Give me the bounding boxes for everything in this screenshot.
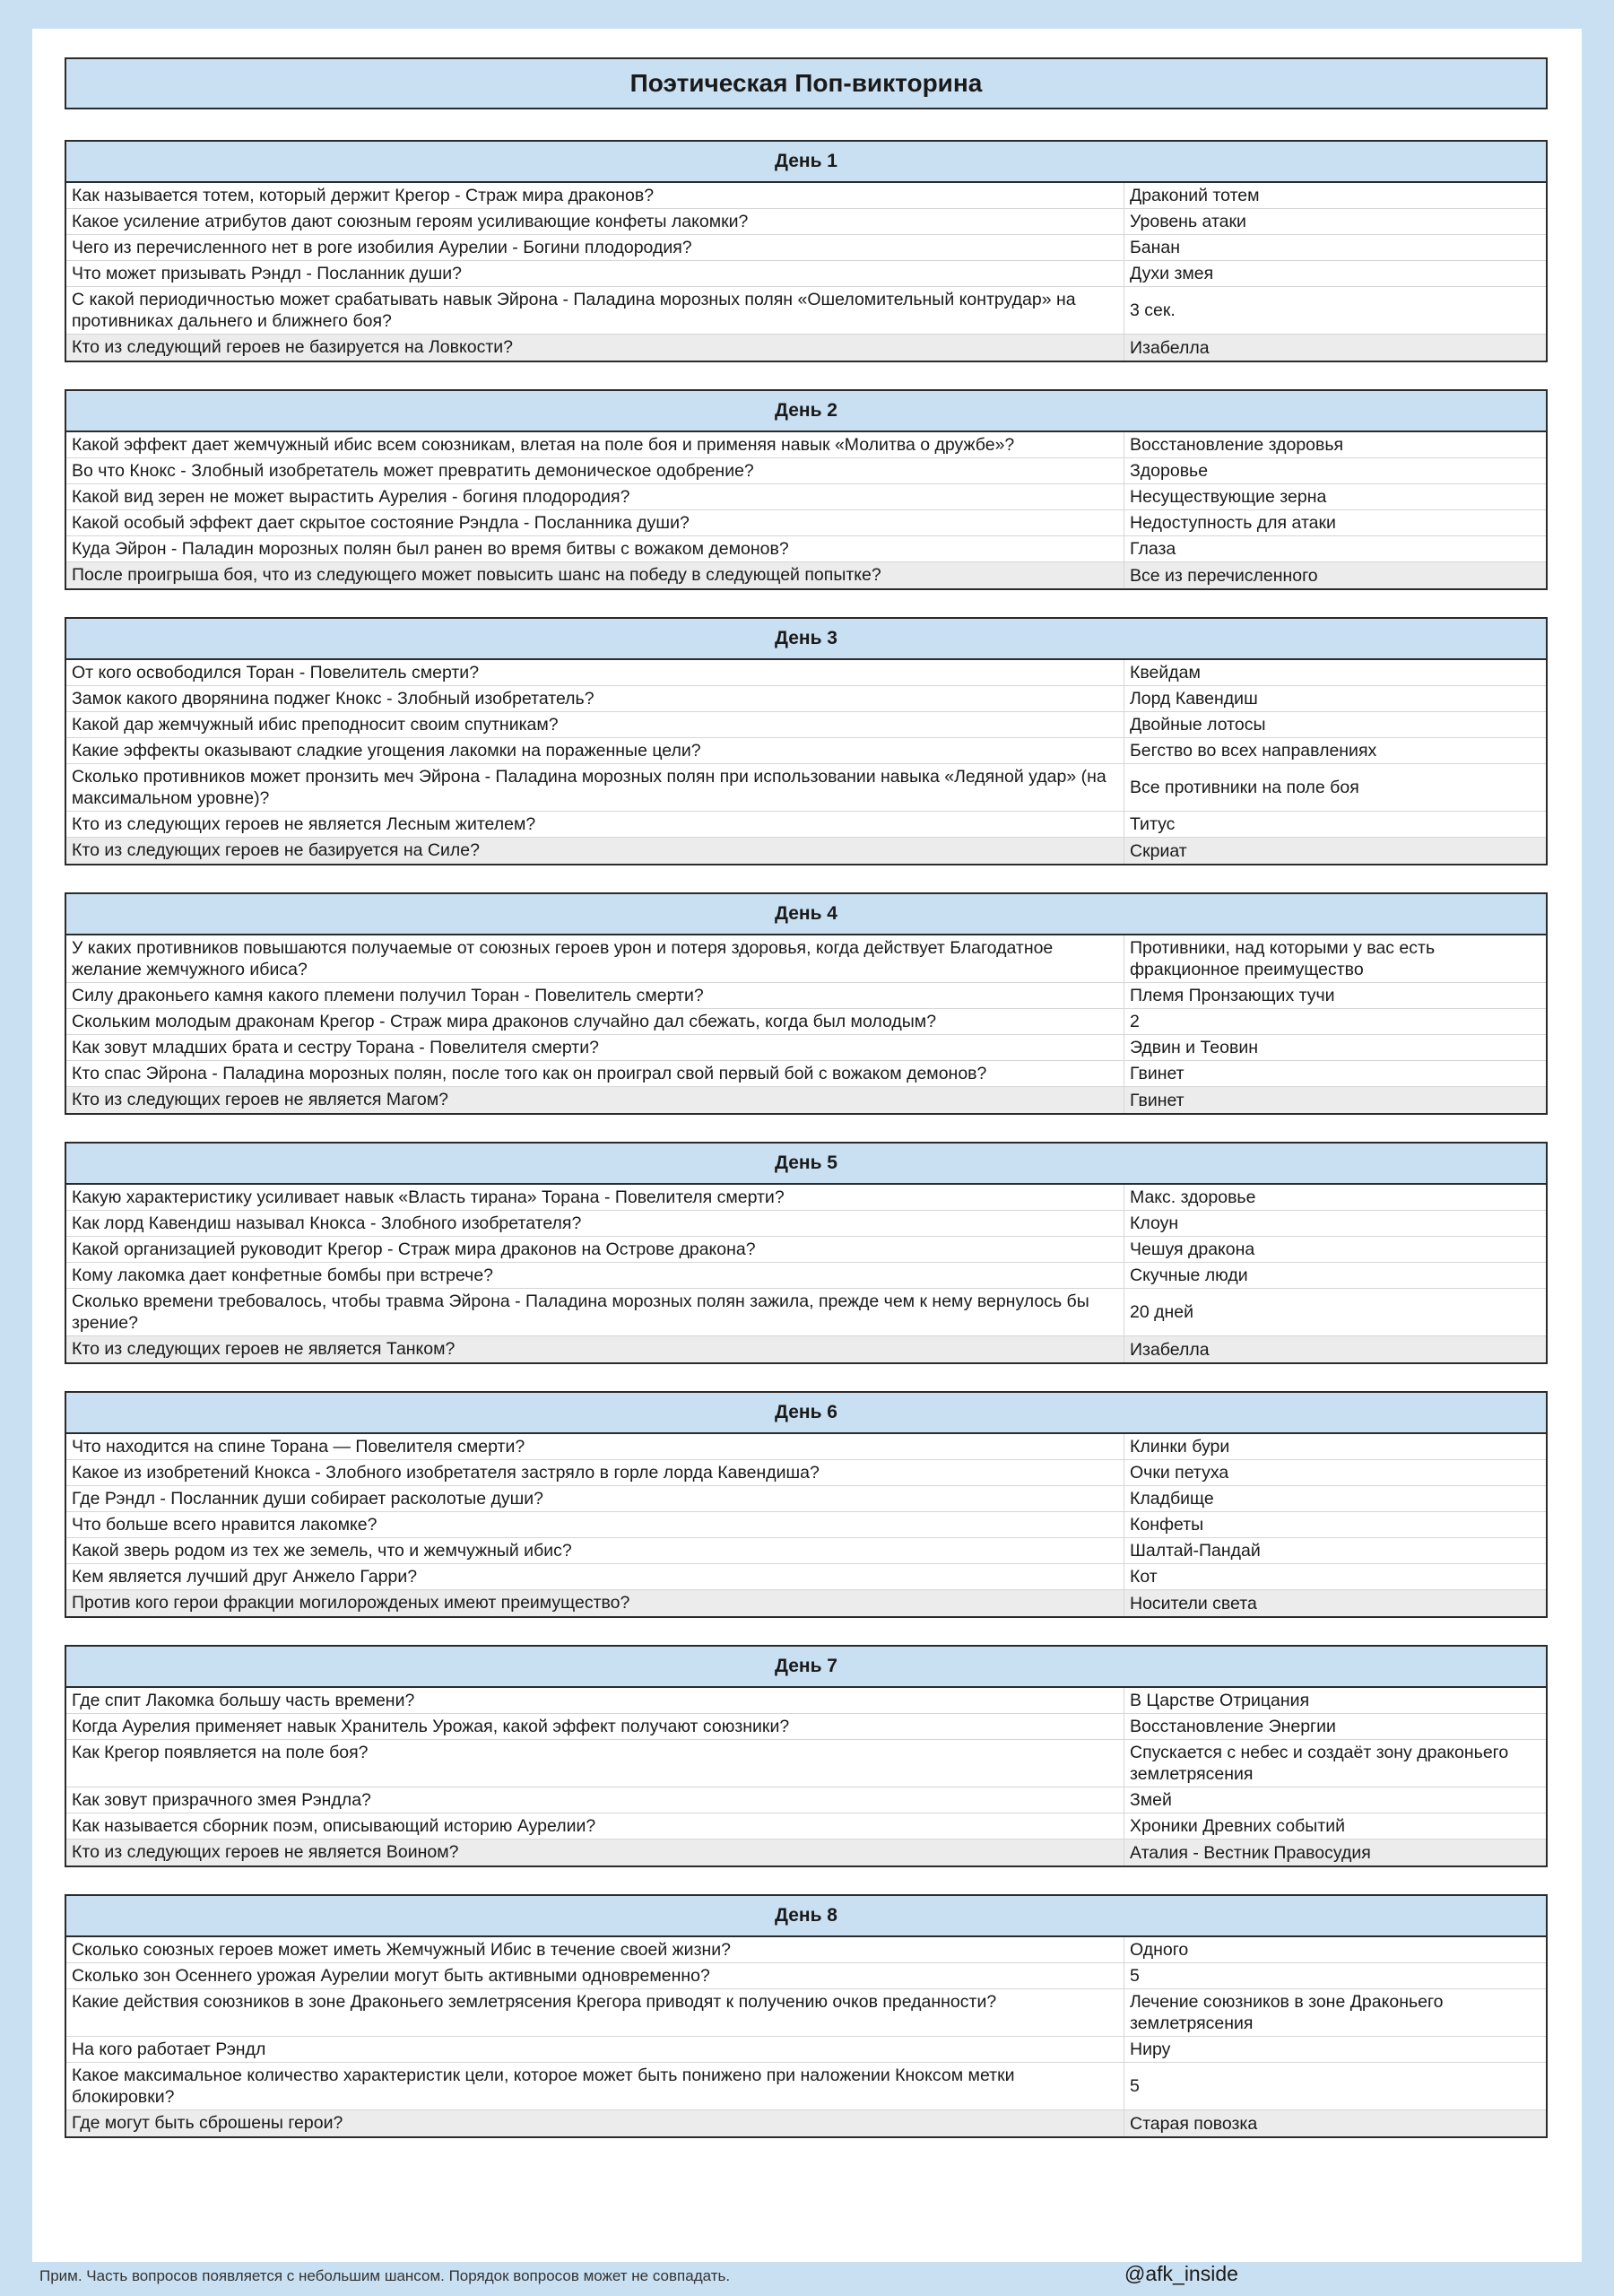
answer-cell: Глаза bbox=[1130, 539, 1176, 559]
answer-cell: В Царстве Отрицания bbox=[1130, 1691, 1310, 1710]
answer-cell: Несуществующие зерна bbox=[1130, 487, 1327, 507]
table-row bbox=[66, 2110, 1546, 2136]
table-row bbox=[66, 209, 1546, 235]
answer-cell: Титус bbox=[1130, 814, 1176, 834]
table-row bbox=[66, 712, 1546, 738]
table-row bbox=[66, 764, 1546, 812]
answer-cell: Носители света bbox=[1130, 1594, 1257, 1613]
answer-cell: Змей bbox=[1130, 1790, 1172, 1810]
table-row bbox=[66, 1087, 1546, 1113]
question-cell: Какой зверь родом из тех же земель, что и жемчужный ибис? bbox=[66, 1538, 1124, 1563]
table-row bbox=[66, 235, 1546, 261]
table-row bbox=[66, 1688, 1546, 1714]
question-cell: Какой вид зерен не может вырастить Аурелия - богиня плодородия? bbox=[66, 484, 1124, 509]
table-row bbox=[66, 458, 1546, 484]
question-cell: Сколько противников может пронзить меч Эйрона - Паладина морозных полян при использовании навыка «Ледяной удар» (на максимальном уровне)? bbox=[66, 764, 1124, 811]
question-cell: Сколько зон Осеннего урожая Аурелии могут быть активными одновременно? bbox=[66, 1963, 1124, 1988]
question-cell: Какое усиление атрибутов дают союзным героям усиливающие конфеты лакомки? bbox=[66, 209, 1124, 234]
table-row bbox=[66, 432, 1546, 458]
question-cell: Когда Аурелия применяет навык Хранитель Урожая, какой эффект получают союзники? bbox=[66, 1714, 1124, 1739]
answer-cell: Конфеты bbox=[1130, 1515, 1204, 1535]
table-row bbox=[66, 1564, 1546, 1590]
question-cell: Какое из изобретений Кнокса - Злобного изобретателя застряло в горле лорда Кавендиша? bbox=[66, 1460, 1124, 1485]
answer-cell: Восстановление здоровья bbox=[1130, 435, 1344, 455]
page-title: Поэтическая Поп-викторина bbox=[65, 57, 1548, 109]
table-row bbox=[66, 562, 1546, 588]
table-row bbox=[66, 2063, 1546, 2110]
answer-cell: Противники, над которыми у вас есть фракционное преимущество bbox=[1130, 938, 1436, 979]
question-cell: Как Крегор появляется на поле боя? bbox=[66, 1740, 1124, 1787]
question-cell: Против кого герои фракции могилорожденых имеют преимущество? bbox=[66, 1590, 1124, 1616]
table-row bbox=[66, 1336, 1546, 1362]
question-cell: После проигрыша боя, что из следующего может повысить шанс на победу в следующей попытке? bbox=[66, 562, 1124, 588]
answer-cell: Клинки бури bbox=[1130, 1437, 1230, 1457]
question-cell: Что больше всего нравится лакомке? bbox=[66, 1512, 1124, 1537]
table-row bbox=[66, 1787, 1546, 1813]
answer-cell: Все противники на поле боя bbox=[1130, 778, 1359, 797]
question-cell: Где могут быть сброшены герои? bbox=[66, 2110, 1124, 2136]
answer-cell: Двойные лотосы bbox=[1130, 715, 1266, 735]
answer-cell: Одного bbox=[1130, 1940, 1189, 1960]
question-cell: От кого освободился Торан - Повелитель смерти? bbox=[66, 660, 1124, 685]
answer-cell: Хроники Древних событий bbox=[1130, 1816, 1345, 1836]
table-row bbox=[66, 1211, 1546, 1237]
question-cell: Сколько времени требовалось, чтобы травма Эйрона - Паладина морозных полян зажила, прежде чем к нему вернулось бы зрение? bbox=[66, 1289, 1124, 1335]
table-row bbox=[66, 1434, 1546, 1460]
answer-cell: 20 дней bbox=[1130, 1302, 1193, 1322]
table-row bbox=[66, 484, 1546, 510]
answer-cell: Все из перечисленного bbox=[1130, 566, 1318, 586]
table-row bbox=[66, 1035, 1546, 1061]
table-row bbox=[66, 1061, 1546, 1087]
table-row bbox=[66, 686, 1546, 712]
day-table bbox=[65, 389, 1548, 590]
table-row bbox=[66, 1237, 1546, 1263]
question-cell: Кто из следующих героев не является Воином? bbox=[66, 1839, 1124, 1866]
answer-cell: Эдвин и Теовин bbox=[1130, 1038, 1259, 1057]
answer-cell: Племя Пронзающих тучи bbox=[1130, 986, 1335, 1005]
answer-cell: Драконий тотем bbox=[1130, 186, 1260, 205]
answer-cell: Бегство во всех направлениях bbox=[1130, 741, 1377, 761]
question-cell: Кто из следующих героев не является Лесным жителем? bbox=[66, 812, 1124, 837]
table-row bbox=[66, 1963, 1546, 1989]
answer-cell: Гвинет bbox=[1130, 1091, 1184, 1110]
question-cell: На кого работает Рэндл bbox=[66, 2037, 1124, 2062]
question-cell: Что может призывать Рэндл - Посланник души? bbox=[66, 261, 1124, 286]
answer-cell: Уровень атаки bbox=[1130, 212, 1246, 231]
table-row bbox=[66, 1937, 1546, 1963]
answer-cell: Клоун bbox=[1130, 1213, 1179, 1233]
footer-handle: @afk_inside bbox=[1124, 2262, 1238, 2285]
question-cell: Как называется тотем, который держит Крегор - Страж мира драконов? bbox=[66, 183, 1124, 208]
day-header: День 3 bbox=[66, 619, 1546, 660]
answer-cell: Недоступность для атаки bbox=[1130, 513, 1336, 533]
day-table bbox=[65, 617, 1548, 865]
question-cell: Как зовут призрачного змея Рэндла? bbox=[66, 1787, 1124, 1813]
table-row bbox=[66, 2037, 1546, 2063]
day-table bbox=[65, 892, 1548, 1115]
table-row bbox=[66, 983, 1546, 1009]
answer-cell: Здоровье bbox=[1130, 461, 1209, 481]
day-table bbox=[65, 1645, 1548, 1867]
question-cell: Какую характеристику усиливает навык «Власть тирана» Торана - Повелителя смерти? bbox=[66, 1185, 1124, 1210]
question-cell: Кто из следующих героев не является Танком? bbox=[66, 1336, 1124, 1362]
day-table bbox=[65, 140, 1548, 362]
table-row bbox=[66, 183, 1546, 209]
question-cell: Кому лакомка дает конфетные бомбы при встрече? bbox=[66, 1263, 1124, 1288]
answer-cell: Изабелла bbox=[1130, 1340, 1210, 1360]
day-header: День 2 bbox=[66, 391, 1546, 432]
question-cell: Кто из следующих героев не является Магом? bbox=[66, 1087, 1124, 1113]
answer-cell: Кладбище bbox=[1130, 1489, 1214, 1509]
table-row bbox=[66, 335, 1546, 361]
table-row bbox=[66, 1009, 1546, 1035]
answer-cell: Спускается с небес и создаёт зону драконьего землетрясения bbox=[1130, 1743, 1509, 1784]
answer-cell: Аталия - Вестник Правосудия bbox=[1130, 1843, 1371, 1863]
table-row bbox=[66, 838, 1546, 864]
question-cell: Какие эффекты оказывают сладкие угощения лакомки на пораженные цели? bbox=[66, 738, 1124, 763]
answer-cell: 5 bbox=[1130, 1966, 1140, 1986]
table-row bbox=[66, 1263, 1546, 1289]
table-row bbox=[66, 1512, 1546, 1538]
day-header: День 7 bbox=[66, 1647, 1546, 1688]
question-cell: Силу драконьего камня какого племени получил Торан - Повелитель смерти? bbox=[66, 983, 1124, 1008]
table-row bbox=[66, 1538, 1546, 1564]
answer-cell: Скучные люди bbox=[1130, 1265, 1248, 1285]
question-cell: Как называется сборник поэм, описывающий историю Аурелии? bbox=[66, 1813, 1124, 1839]
table-row bbox=[66, 287, 1546, 335]
answer-cell: Макс. здоровье bbox=[1130, 1187, 1256, 1207]
table-row bbox=[66, 1486, 1546, 1512]
answer-cell: 3 сек. bbox=[1130, 300, 1176, 320]
question-cell: Кто из следующий героев не базируется на Ловкости? bbox=[66, 335, 1124, 361]
table-row bbox=[66, 1813, 1546, 1839]
table-row bbox=[66, 1740, 1546, 1787]
answer-cell: Чешуя дракона bbox=[1130, 1239, 1255, 1259]
question-cell: Кто спас Эйрона - Паладина морозных полян, после того как он проиграл свой первый бой с вожаком демонов? bbox=[66, 1061, 1124, 1086]
day-table bbox=[65, 1391, 1548, 1618]
answer-cell: Восстановление Энергии bbox=[1130, 1717, 1336, 1736]
day-table bbox=[65, 1894, 1548, 2138]
question-cell: Сколько союзных героев может иметь Жемчужный Ибис в течение своей жизни? bbox=[66, 1937, 1124, 1962]
question-cell: Кто из следующих героев не базируется на Силе? bbox=[66, 838, 1124, 864]
answer-cell: 5 bbox=[1130, 2076, 1140, 2096]
answer-cell: Скриат bbox=[1130, 841, 1187, 861]
answer-cell: Банан bbox=[1130, 238, 1181, 257]
day-header: День 6 bbox=[66, 1393, 1546, 1434]
table-row bbox=[66, 1185, 1546, 1211]
answer-cell: Изабелла bbox=[1130, 338, 1210, 358]
question-cell: Как лорд Кавендиш называл Кнокса - Злобного изобретателя? bbox=[66, 1211, 1124, 1236]
answer-cell: Лорд Кавендиш bbox=[1130, 689, 1258, 709]
table-row bbox=[66, 660, 1546, 686]
quiz-sheet bbox=[32, 29, 1582, 2262]
table-row bbox=[66, 1289, 1546, 1336]
table-row bbox=[66, 1590, 1546, 1616]
question-cell: У каких противников повышаются получаемые от союзных героев урон и потеря здоровья, когда действует Благодатное желание жемчужного ибиса? bbox=[66, 935, 1124, 982]
answer-cell: Квейдам bbox=[1130, 663, 1201, 683]
question-cell: Что находится на спине Торана — Повелителя смерти? bbox=[66, 1434, 1124, 1459]
answer-cell: Духи змея bbox=[1130, 264, 1214, 283]
question-cell: Какой дар жемчужный ибис преподносит своим спутникам? bbox=[66, 712, 1124, 737]
day-table bbox=[65, 1142, 1548, 1364]
question-cell: Чего из перечисленного нет в роге изобилия Аурелии - Богини плодородия? bbox=[66, 235, 1124, 260]
table-row bbox=[66, 935, 1546, 983]
table-row bbox=[66, 1839, 1546, 1866]
question-cell: Кем является лучший друг Анжело Гарри? bbox=[66, 1564, 1124, 1589]
question-cell: Какой организацией руководит Крегор - Страж мира драконов на Острове дракона? bbox=[66, 1237, 1124, 1262]
answer-cell: Очки петуха bbox=[1130, 1463, 1229, 1483]
table-row bbox=[66, 812, 1546, 838]
answer-cell: Ниру bbox=[1130, 2039, 1171, 2059]
table-row bbox=[66, 1460, 1546, 1486]
question-cell: Какой особый эффект дает скрытое состояние Рэндла - Посланника души? bbox=[66, 510, 1124, 535]
question-cell: Какой эффект дает жемчужный ибис всем союзникам, влетая на поле боя и применяя навык «Молитва о дружбе»? bbox=[66, 432, 1124, 457]
question-cell: Во что Кнокс - Злобный изобретатель может превратить демоническое одобрение? bbox=[66, 458, 1124, 483]
day-header: День 5 bbox=[66, 1144, 1546, 1185]
answer-cell: Кот bbox=[1130, 1567, 1158, 1587]
table-row bbox=[66, 536, 1546, 562]
table-row bbox=[66, 510, 1546, 536]
table-row bbox=[66, 1989, 1546, 2037]
day-header: День 1 bbox=[66, 142, 1546, 183]
question-cell: Какие действия союзников в зоне Драконьего землетрясения Крегора приводят к получению очков преданности? bbox=[66, 1989, 1124, 2036]
question-cell: Как зовут младших брата и сестру Торана - Повелителя смерти? bbox=[66, 1035, 1124, 1060]
question-cell: Скольким молодым драконам Крегор - Страж мира драконов случайно дал сбежать, когда был молодым? bbox=[66, 1009, 1124, 1034]
question-cell: Где спит Лакомка большу часть времени? bbox=[66, 1688, 1124, 1713]
day-header: День 8 bbox=[66, 1896, 1546, 1937]
answer-cell: 2 bbox=[1130, 1012, 1140, 1031]
day-header: День 4 bbox=[66, 894, 1546, 935]
question-cell: Замок какого дворянина поджег Кнокс - Злобный изобретатель? bbox=[66, 686, 1124, 711]
answer-cell: Лечение союзников в зоне Драконьего землетрясения bbox=[1130, 1992, 1444, 2033]
answer-cell: Старая повозка bbox=[1130, 2114, 1258, 2134]
table-row bbox=[66, 738, 1546, 764]
table-row bbox=[66, 1714, 1546, 1740]
question-cell: Какое максимальное количество характеристик цели, которое может быть понижено при наложении Кноксом метки блокировки? bbox=[66, 2063, 1124, 2109]
table-row bbox=[66, 261, 1546, 287]
question-cell: Где Рэндл - Посланник души собирает расколотые души? bbox=[66, 1486, 1124, 1511]
days-container bbox=[65, 140, 1548, 2165]
question-cell: Куда Эйрон - Паладин морозных полян был ранен во время битвы с вожаком демонов? bbox=[66, 536, 1124, 561]
footer-note: Прим. Часть вопросов появляется с небольшим шансом. Порядок вопросов может не совпадать. bbox=[39, 2267, 731, 2284]
answer-cell: Гвинет bbox=[1130, 1064, 1184, 1083]
answer-cell: Шалтай-Пандай bbox=[1130, 1541, 1261, 1561]
question-cell: С какой периодичностью может срабатывать навык Эйрона - Паладина морозных полян «Ошеломительный контрудар» на противниках дальнего и ближнего боя? bbox=[66, 287, 1124, 334]
